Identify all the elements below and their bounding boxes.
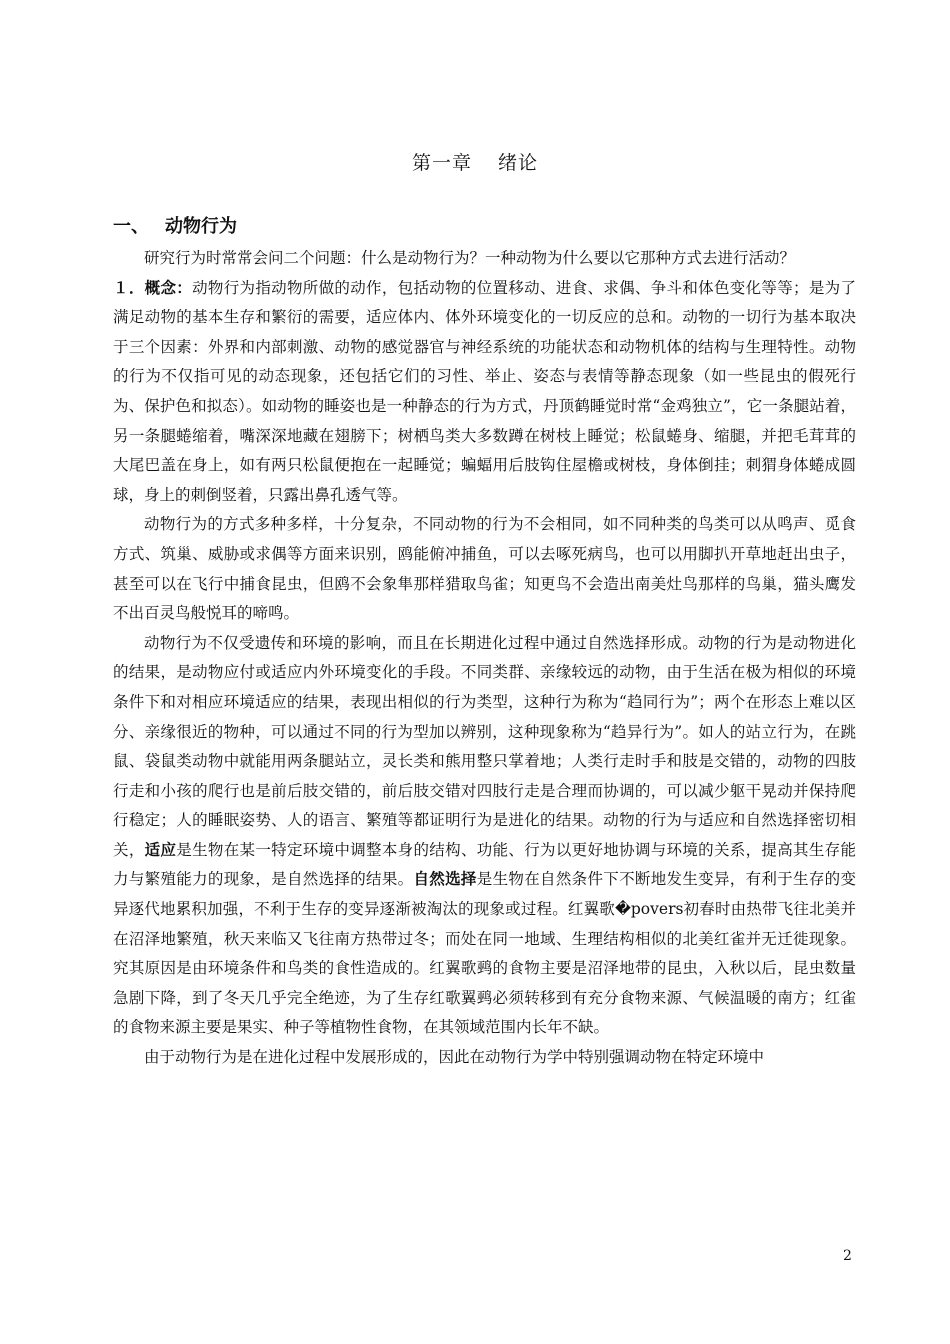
section-number: 一、 — [113, 216, 149, 237]
chapter-title — [0, 148, 950, 175]
evolution-text-c: 是生物在自然条件下不断地发生变异，有利于生存的变异逐代地累积加强，不利于生存的变异逐渐被淘汰的现象或过程。红翼歌�povers初春时由热带飞往北美并在沼泽地繁殖，秋天来临又飞往南方热带过冬；而处在同一地域、生理结构相似的北美红雀并无迁徙现象。究其原因是由环境条件和鸟类的食性造成的。红翼歌鹀的食物主要是沼泽地带的昆虫，入秋以后，昆虫数量急剧下降，到了冬天几乎完全绝迹，为了生存红歌翼鹀必须转移到有充分食物来源、气候温暖的南方；红雀的食物来源主要是果实、种子等植物性食物，在其领域范围内长年不缺。 — [113, 870, 856, 1037]
paragraph-concept — [113, 274, 856, 511]
term-natural-selection: 自然选择 — [413, 870, 477, 889]
concept-text: 动物行为指动物所做的动作，包括动物的位置移动、进食、求偶、争斗和体色变化等等；是为了满足动物的基本生存和繁衍的需要，适应体内、体外环境变化的一切反应的总和。动物的一切行为基本取决于三个因素：外界和内部刺激、动物的感觉器官与神经系统的功能状态和动物机体的结构与生理特性。动物的行为不仅指可见的动态现象，还包括它们的习性、举止、姿态与表情等静态现象（如一些昆虫的假死行为、保护色和拟态）。如动物的睡姿也是一种静态的行为方式，丹顶鹤睡觉时常“金鸡独立”，它一条腿站着，另一条腿蜷缩着，嘴深深地藏在翅膀下；树栖鸟类大多数蹲在树枝上睡觉；松鼠蜷身、缩腿，并把毛茸茸的大尾巴盖在身上，如有两只松鼠便抱在一起睡觉；蝙蝠用后肢钩住屋檐或树枝，身体倒挂；刺猬身体蜷成圆球，身上的刺倒竖着，只露出鼻孔透气等。 — [113, 278, 856, 504]
evolution-text-b: 是生物在某一特定环境中调整本身的结构、功能、行为以更好地协调与环境的关系，提高其生存能力与繁殖能力的现象，是自然选择的结果。 — [113, 840, 856, 889]
chapter-number: 第一章 — [411, 152, 472, 174]
paragraph-evolution — [113, 629, 856, 1043]
term-adaptation: 适应 — [144, 840, 177, 859]
concept-label: １．概念： — [113, 278, 193, 297]
paragraph-diversity: 动物行为的方式多种多样，十分复杂，不同动物的行为不会相同，如不同种类的鸟类可以从鸣声、觅食方式、筑巢、威胁或求偶等方面来识别，鸥能俯冲捕鱼，可以去啄死病鸟，也可以用脚扒开草地赶出虫子，甚至可以在飞行中捕食昆虫，但鸥不会象隼那样猎取鸟雀；知更鸟不会造出南美灶鸟那样的鸟巢，猫头鹰发不出百灵鸟般悦耳的啼鸣。 — [113, 515, 856, 623]
chapter-name: 绪论 — [498, 152, 539, 174]
paragraph-intro: 研究行为时常常会问二个问题：什么是动物行为？一种动物为什么要以它那种方式去进行活动？ — [144, 249, 796, 267]
section-title: 动物行为 — [165, 216, 237, 237]
paragraph-closing: 由于动物行为是在进化过程中发展形成的，因此在动物行为学中特别强调动物在特定环境中 — [144, 1048, 765, 1067]
page-number: 2 — [843, 1248, 852, 1264]
body-text — [113, 244, 856, 1073]
section-heading — [113, 212, 237, 238]
evolution-text-a: 动物行为不仅受遗传和环境的影响，而且在长期进化过程中通过自然选择形成。动物的行为是动物进化的结果，是动物应付或适应内外环境变化的手段。不同类群、亲缘较远的动物，由于生活在极为相似的环境条件下和对相应环境适应的结果，表现出相似的行为类型，这种行为称为“趋同行为”；两个在形态上难以区分、亲缘很近的物种，可以通过不同的行为型加以辨别，这种现象称为“趋异行为”。如人的站立行为，在跳鼠、袋鼠类动物中就能用两条腿站立，灵长类和熊用整只掌着地；人类行走时手和肢是交错的，动物的四肢行走和小孩的爬行也是前后肢交错的，前后肢交错对四肢行走是合理而协调的，可以减少躯干晃动并保持爬行稳定；人的睡眠姿势、人的语言、繁殖等都证明行为是进化的结果。动物的行为与适应和自然选择密切相关， — [113, 633, 856, 859]
